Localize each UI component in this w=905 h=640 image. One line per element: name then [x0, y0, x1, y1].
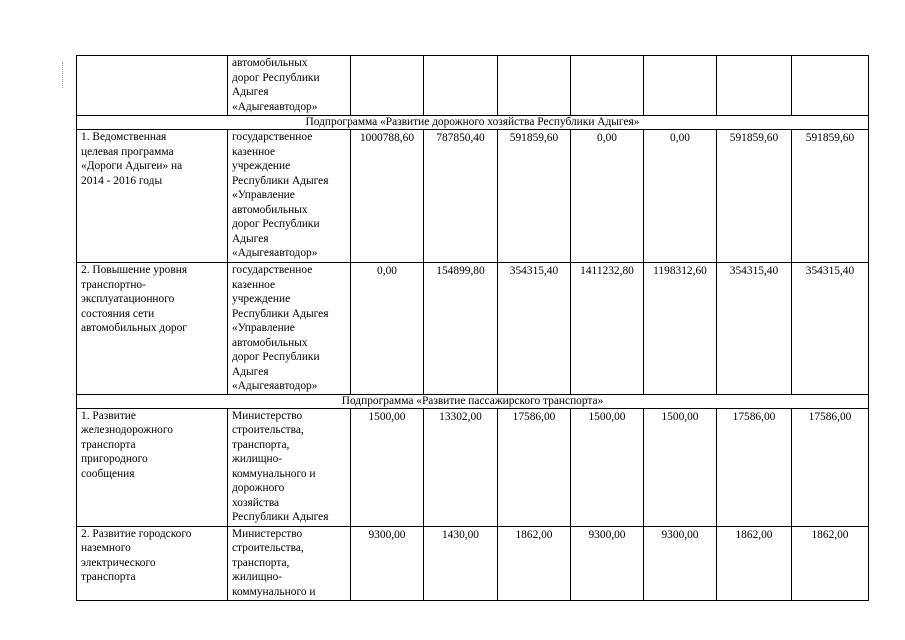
value-cell: 9300,00: [571, 526, 644, 600]
value-cell: 9300,00: [644, 526, 717, 600]
subprogram-title: Подпрограмма «Развитие пассажирского транспорта»: [77, 394, 869, 408]
value-cell: 17586,00: [717, 408, 792, 526]
value-cell: 1862,00: [498, 526, 571, 600]
value-cell: [351, 56, 424, 116]
table-row: [77, 263, 869, 395]
table-row: [77, 408, 869, 526]
program-name-cell: 2. Повышение уровня транспортно- эксплуатационного состояния сети автомобильных дорог: [77, 263, 228, 395]
executor-cell: автомобильных дорог Республики Адыгея «Адыгеяавтодор»: [228, 56, 351, 116]
value-cell: 17586,00: [792, 408, 869, 526]
value-cell: 591859,60: [792, 130, 869, 263]
value-cell: [644, 56, 717, 116]
section-header-row: [77, 394, 869, 408]
executor-cell: государственное казенное учреждение Республики Адыгея «Управление автомобильных дорог Республики Адыгея «Адыгеяавтодор»: [228, 263, 351, 395]
value-cell: 354315,40: [792, 263, 869, 395]
program-name-cell: 1. Развитие железнодорожного транспорта пригородного сообщения: [77, 408, 228, 526]
scan-margin-mark: [62, 62, 69, 88]
value-cell: [571, 56, 644, 116]
value-cell: 354315,40: [717, 263, 792, 395]
program-funding-table: [76, 55, 869, 601]
value-cell: 1500,00: [571, 408, 644, 526]
value-cell: 0,00: [644, 130, 717, 263]
executor-cell: Министерство строительства, транспорта, жилищно- коммунального и дорожного хозяйства Республики Адыгея: [228, 408, 351, 526]
value-cell: [424, 56, 498, 116]
value-cell: 787850,40: [424, 130, 498, 263]
value-cell: 0,00: [351, 263, 424, 395]
value-cell: 17586,00: [498, 408, 571, 526]
program-name-cell: 1. Ведомственная целевая программа «Дороги Адыгеи» на 2014 - 2016 годы: [77, 130, 228, 263]
value-cell: 154899,80: [424, 263, 498, 395]
value-cell: 354315,40: [498, 263, 571, 395]
table-row: [77, 130, 869, 263]
executor-cell: государственное казенное учреждение Республики Адыгея «Управление автомобильных дорог Республики Адыгея «Адыгеяавтодор»: [228, 130, 351, 263]
value-cell: [498, 56, 571, 116]
table-row-continuation: [77, 56, 869, 116]
value-cell: 1430,00: [424, 526, 498, 600]
value-cell: 13302,00: [424, 408, 498, 526]
value-cell: 1862,00: [717, 526, 792, 600]
value-cell: 1500,00: [644, 408, 717, 526]
value-cell: 0,00: [571, 130, 644, 263]
value-cell: 1500,00: [351, 408, 424, 526]
value-cell: 1198312,60: [644, 263, 717, 395]
value-cell: [717, 56, 792, 116]
value-cell: [792, 56, 869, 116]
table-row: [77, 526, 869, 600]
value-cell: 1000788,60: [351, 130, 424, 263]
value-cell: 1862,00: [792, 526, 869, 600]
value-cell: 591859,60: [498, 130, 571, 263]
program-name-cell: [77, 56, 228, 116]
value-cell: 1411232,80: [571, 263, 644, 395]
subprogram-title: Подпрограмма «Развитие дорожного хозяйства Республики Адыгея»: [77, 116, 869, 130]
value-cell: 9300,00: [351, 526, 424, 600]
value-cell: 591859,60: [717, 130, 792, 263]
program-name-cell: 2. Развитие городского наземного электрического транспорта: [77, 526, 228, 600]
executor-cell: Министерство строительства, транспорта, жилищно- коммунального и: [228, 526, 351, 600]
section-header-row: [77, 116, 869, 130]
